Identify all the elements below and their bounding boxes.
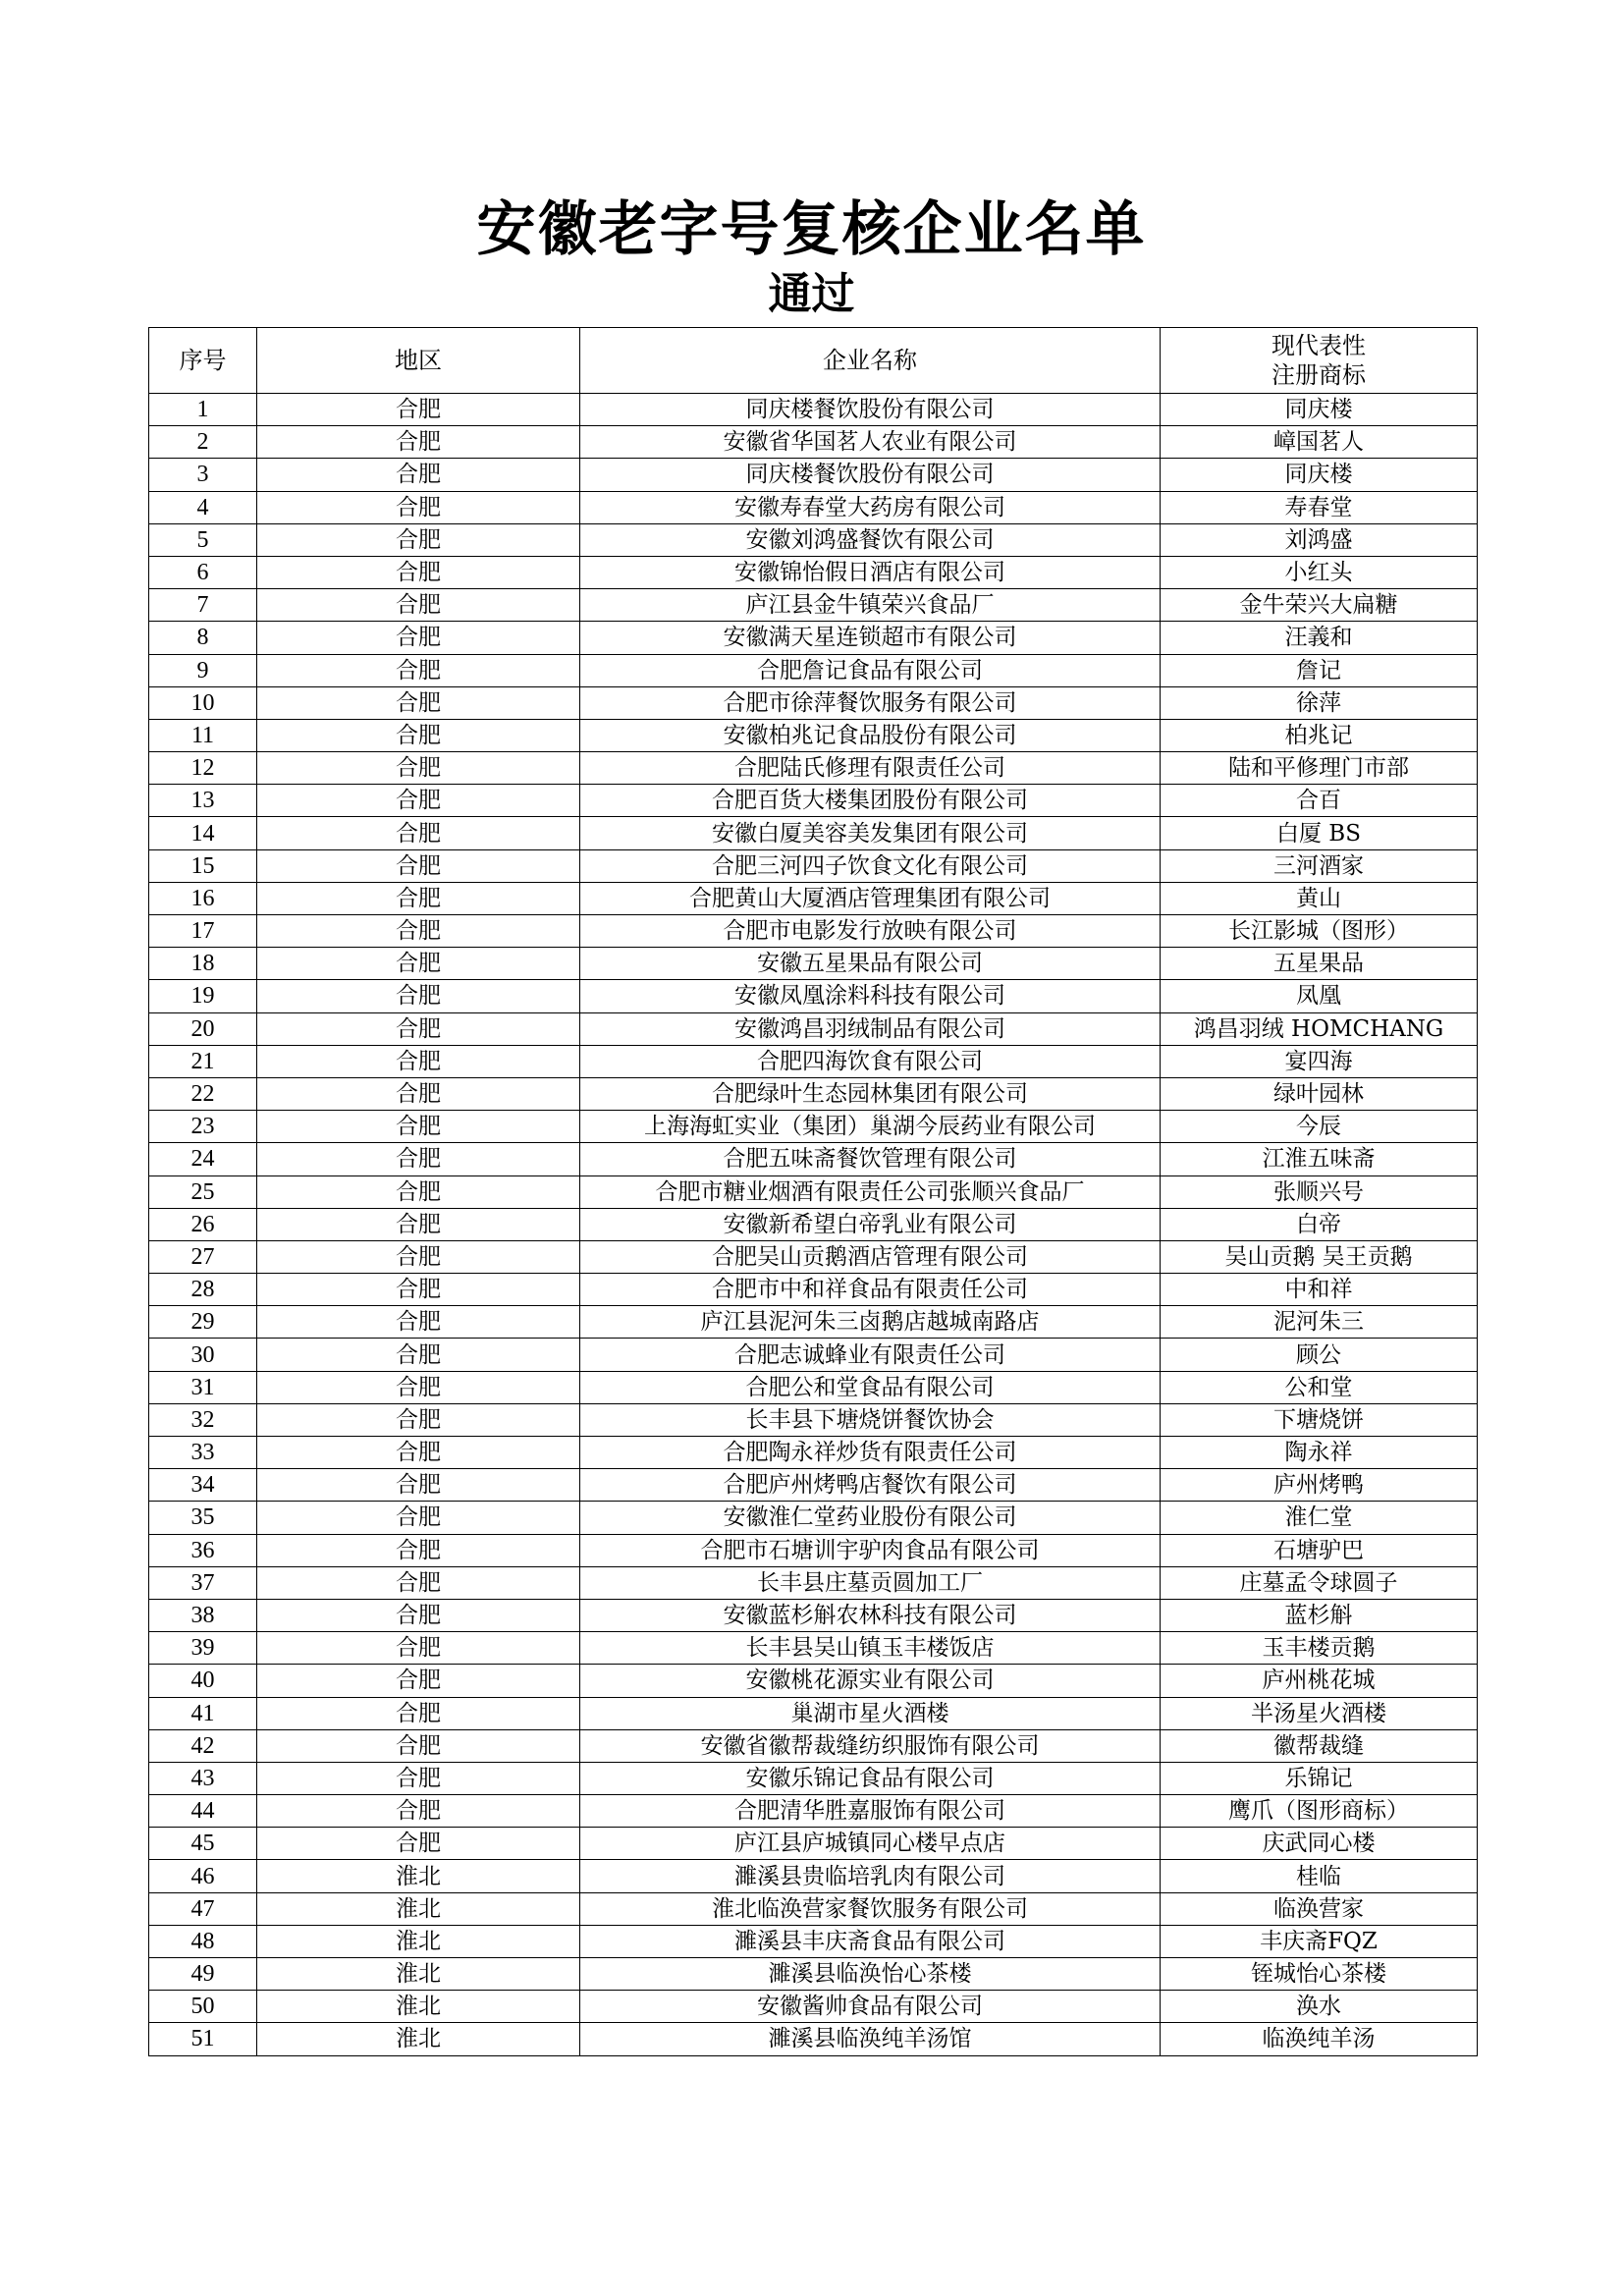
cell-seq: 5 <box>149 523 257 556</box>
cell-company: 合肥市电影发行放映有限公司 <box>580 915 1161 948</box>
cell-trademark: 庆武同心楼 <box>1161 1828 1478 1860</box>
table-row <box>149 1828 1478 1860</box>
cell-seq: 25 <box>149 1175 257 1208</box>
table-row <box>149 1991 1478 2023</box>
cell-region: 合肥 <box>257 394 580 426</box>
table-row <box>149 1795 1478 1828</box>
header-company: 企业名称 <box>580 328 1161 394</box>
cell-trademark: 泥河朱三 <box>1161 1306 1478 1339</box>
table-row <box>149 1143 1478 1175</box>
cell-seq: 3 <box>149 459 257 491</box>
cell-company: 庐江县泥河朱三卤鹅店越城南路店 <box>580 1306 1161 1339</box>
table-row <box>149 1306 1478 1339</box>
table-row <box>149 1437 1478 1469</box>
cell-trademark: 玉丰楼贡鹅 <box>1161 1632 1478 1665</box>
cell-company: 长丰县吴山镇玉丰楼饭店 <box>580 1632 1161 1665</box>
cell-region: 合肥 <box>257 426 580 459</box>
cell-company: 合肥市中和祥食品有限责任公司 <box>580 1274 1161 1306</box>
cell-region: 合肥 <box>257 1045 580 1077</box>
cell-region: 合肥 <box>257 491 580 523</box>
cell-company: 濉溪县丰庆斋食品有限公司 <box>580 1925 1161 1957</box>
cell-trademark: 半汤星火酒楼 <box>1161 1697 1478 1729</box>
table-row <box>149 1729 1478 1762</box>
cell-region: 淮北 <box>257 2023 580 2055</box>
table-row <box>149 686 1478 719</box>
table-row <box>149 1632 1478 1665</box>
company-table <box>148 327 1478 2056</box>
table-row <box>149 915 1478 948</box>
cell-region: 合肥 <box>257 589 580 622</box>
cell-company: 安徽鸿昌羽绒制品有限公司 <box>580 1012 1161 1045</box>
cell-company: 安徽省徽帮裁缝纺织服饰有限公司 <box>580 1729 1161 1762</box>
cell-region: 合肥 <box>257 1469 580 1502</box>
table-row <box>149 491 1478 523</box>
cell-region: 合肥 <box>257 1274 580 1306</box>
header-seq: 序号 <box>149 328 257 394</box>
cell-seq: 27 <box>149 1240 257 1273</box>
cell-region: 合肥 <box>257 1371 580 1403</box>
cell-company: 上海海虹实业（集团）巢湖今辰药业有限公司 <box>580 1111 1161 1143</box>
cell-company: 安徽乐锦记食品有限公司 <box>580 1762 1161 1794</box>
cell-trademark: 庐州桃花城 <box>1161 1665 1478 1697</box>
table-body <box>149 394 1478 2056</box>
cell-trademark: 黄山 <box>1161 882 1478 914</box>
cell-region: 合肥 <box>257 1534 580 1566</box>
table-row <box>149 1892 1478 1925</box>
cell-seq: 28 <box>149 1274 257 1306</box>
table-row <box>149 1762 1478 1794</box>
cell-region: 合肥 <box>257 719 580 751</box>
table-row <box>149 459 1478 491</box>
cell-trademark: 丰庆斋FQZ <box>1161 1925 1478 1957</box>
cell-trademark: 今辰 <box>1161 1111 1478 1143</box>
page-subtitle: 通过 <box>768 269 855 319</box>
cell-company: 合肥百货大楼集团股份有限公司 <box>580 785 1161 817</box>
cell-trademark: 五星果品 <box>1161 948 1478 980</box>
cell-seq: 18 <box>149 948 257 980</box>
table-row <box>149 556 1478 588</box>
cell-region: 合肥 <box>257 1665 580 1697</box>
table-row <box>149 523 1478 556</box>
cell-seq: 14 <box>149 817 257 849</box>
cell-trademark: 白厦 BS <box>1161 817 1478 849</box>
table-row <box>149 1925 1478 1957</box>
table-row <box>149 1077 1478 1110</box>
cell-seq: 22 <box>149 1077 257 1110</box>
cell-region: 合肥 <box>257 556 580 588</box>
cell-seq: 51 <box>149 2023 257 2055</box>
cell-trademark: 白帝 <box>1161 1208 1478 1240</box>
header-region: 地区 <box>257 328 580 394</box>
cell-trademark: 宴四海 <box>1161 1045 1478 1077</box>
cell-region: 合肥 <box>257 1208 580 1240</box>
cell-trademark: 合百 <box>1161 785 1478 817</box>
cell-seq: 35 <box>149 1502 257 1534</box>
cell-seq: 39 <box>149 1632 257 1665</box>
table-row <box>149 980 1478 1012</box>
table-row <box>149 1534 1478 1566</box>
cell-trademark: 涣水 <box>1161 1991 1478 2023</box>
cell-company: 合肥三河四子饮食文化有限公司 <box>580 849 1161 882</box>
table-row <box>149 1045 1478 1077</box>
table-row <box>149 589 1478 622</box>
cell-trademark: 绿叶园林 <box>1161 1077 1478 1110</box>
table-row <box>149 622 1478 654</box>
cell-trademark: 汪義和 <box>1161 622 1478 654</box>
cell-company: 安徽凤凰涂料科技有限公司 <box>580 980 1161 1012</box>
cell-seq: 17 <box>149 915 257 948</box>
table-row <box>149 948 1478 980</box>
cell-company: 淮北临涣营家餐饮服务有限公司 <box>580 1892 1161 1925</box>
cell-seq: 31 <box>149 1371 257 1403</box>
cell-region: 合肥 <box>257 1632 580 1665</box>
cell-seq: 10 <box>149 686 257 719</box>
cell-region: 合肥 <box>257 686 580 719</box>
cell-region: 合肥 <box>257 622 580 654</box>
cell-trademark: 陶永祥 <box>1161 1437 1478 1469</box>
cell-company: 安徽五星果品有限公司 <box>580 948 1161 980</box>
table-row <box>149 817 1478 849</box>
cell-trademark: 张顺兴号 <box>1161 1175 1478 1208</box>
cell-company: 合肥志诚蜂业有限责任公司 <box>580 1339 1161 1371</box>
cell-company: 安徽蓝杉斛农林科技有限公司 <box>580 1599 1161 1631</box>
cell-trademark: 鹰爪（图形商标） <box>1161 1795 1478 1828</box>
table-row <box>149 1111 1478 1143</box>
table-row <box>149 882 1478 914</box>
cell-seq: 29 <box>149 1306 257 1339</box>
cell-seq: 26 <box>149 1208 257 1240</box>
cell-region: 合肥 <box>257 459 580 491</box>
cell-trademark: 下塘烧饼 <box>1161 1403 1478 1436</box>
cell-region: 合肥 <box>257 1175 580 1208</box>
cell-company: 庐江县庐城镇同心楼早点店 <box>580 1828 1161 1860</box>
cell-company: 长丰县下塘烧饼餐饮协会 <box>580 1403 1161 1436</box>
cell-seq: 43 <box>149 1762 257 1794</box>
table-row <box>149 1339 1478 1371</box>
cell-trademark: 中和祥 <box>1161 1274 1478 1306</box>
cell-trademark: 临涣纯羊汤 <box>1161 2023 1478 2055</box>
cell-seq: 36 <box>149 1534 257 1566</box>
cell-trademark: 庄墓孟令球圆子 <box>1161 1566 1478 1599</box>
cell-region: 合肥 <box>257 1403 580 1436</box>
table-row <box>149 654 1478 686</box>
cell-trademark: 庐州烤鸭 <box>1161 1469 1478 1502</box>
cell-company: 同庆楼餐饮股份有限公司 <box>580 394 1161 426</box>
table-row <box>149 1175 1478 1208</box>
cell-trademark: 淮仁堂 <box>1161 1502 1478 1534</box>
header-trademark-line1: 现代表性 <box>1271 332 1366 359</box>
cell-region: 合肥 <box>257 849 580 882</box>
cell-seq: 42 <box>149 1729 257 1762</box>
cell-seq: 15 <box>149 849 257 882</box>
cell-seq: 33 <box>149 1437 257 1469</box>
cell-company: 安徽柏兆记食品股份有限公司 <box>580 719 1161 751</box>
table-row <box>149 1860 1478 1892</box>
cell-seq: 1 <box>149 394 257 426</box>
cell-seq: 19 <box>149 980 257 1012</box>
cell-trademark: 陆和平修理门市部 <box>1161 752 1478 785</box>
cell-company: 合肥绿叶生态园林集团有限公司 <box>580 1077 1161 1110</box>
cell-company: 安徽省华国茗人农业有限公司 <box>580 426 1161 459</box>
cell-company: 濉溪县临涣怡心茶楼 <box>580 1958 1161 1991</box>
cell-company: 合肥陶永祥炒货有限责任公司 <box>580 1437 1161 1469</box>
cell-seq: 38 <box>149 1599 257 1631</box>
cell-seq: 6 <box>149 556 257 588</box>
table-row <box>149 1502 1478 1534</box>
cell-region: 合肥 <box>257 1339 580 1371</box>
cell-region: 合肥 <box>257 1502 580 1534</box>
cell-company: 濉溪县贵临培乳肉有限公司 <box>580 1860 1161 1892</box>
cell-region: 合肥 <box>257 882 580 914</box>
cell-region: 淮北 <box>257 1892 580 1925</box>
cell-seq: 24 <box>149 1143 257 1175</box>
cell-seq: 20 <box>149 1012 257 1045</box>
cell-region: 淮北 <box>257 1991 580 2023</box>
cell-seq: 48 <box>149 1925 257 1957</box>
cell-seq: 34 <box>149 1469 257 1502</box>
table-row <box>149 1403 1478 1436</box>
cell-company: 合肥庐州烤鸭店餐饮有限公司 <box>580 1469 1161 1502</box>
cell-seq: 44 <box>149 1795 257 1828</box>
cell-trademark: 桂临 <box>1161 1860 1478 1892</box>
cell-company: 同庆楼餐饮股份有限公司 <box>580 459 1161 491</box>
cell-region: 合肥 <box>257 1111 580 1143</box>
cell-seq: 11 <box>149 719 257 751</box>
cell-region: 合肥 <box>257 654 580 686</box>
cell-seq: 49 <box>149 1958 257 1991</box>
cell-company: 安徽新希望白帝乳业有限公司 <box>580 1208 1161 1240</box>
cell-company: 安徽刘鸿盛餐饮有限公司 <box>580 523 1161 556</box>
cell-region: 淮北 <box>257 1925 580 1957</box>
cell-trademark: 同庆楼 <box>1161 394 1478 426</box>
cell-region: 合肥 <box>257 817 580 849</box>
cell-region: 合肥 <box>257 1240 580 1273</box>
cell-seq: 41 <box>149 1697 257 1729</box>
cell-seq: 21 <box>149 1045 257 1077</box>
cell-trademark: 刘鸿盛 <box>1161 523 1478 556</box>
cell-seq: 32 <box>149 1403 257 1436</box>
cell-region: 合肥 <box>257 1729 580 1762</box>
cell-company: 安徽白厦美容美发集团有限公司 <box>580 817 1161 849</box>
cell-seq: 13 <box>149 785 257 817</box>
cell-company: 安徽寿春堂大药房有限公司 <box>580 491 1161 523</box>
cell-company: 合肥吴山贡鹅酒店管理有限公司 <box>580 1240 1161 1273</box>
table-row <box>149 849 1478 882</box>
cell-seq: 8 <box>149 622 257 654</box>
cell-company: 合肥四海饮食有限公司 <box>580 1045 1161 1077</box>
cell-company: 合肥詹记食品有限公司 <box>580 654 1161 686</box>
cell-company: 安徽桃花源实业有限公司 <box>580 1665 1161 1697</box>
cell-company: 合肥市徐萍餐饮服务有限公司 <box>580 686 1161 719</box>
cell-seq: 45 <box>149 1828 257 1860</box>
page-title: 安徽老字号复核企业名单 <box>476 195 1147 264</box>
table-header-row <box>149 328 1478 394</box>
table-row <box>149 1469 1478 1502</box>
cell-region: 合肥 <box>257 752 580 785</box>
table-row <box>149 1274 1478 1306</box>
cell-company: 庐江县金牛镇荣兴食品厂 <box>580 589 1161 622</box>
cell-trademark: 柏兆记 <box>1161 719 1478 751</box>
cell-region: 合肥 <box>257 1306 580 1339</box>
table-row <box>149 1208 1478 1240</box>
cell-seq: 12 <box>149 752 257 785</box>
header-trademark-line2: 注册商标 <box>1271 361 1366 389</box>
cell-seq: 7 <box>149 589 257 622</box>
cell-company: 巢湖市星火酒楼 <box>580 1697 1161 1729</box>
table-row <box>149 394 1478 426</box>
table-row <box>149 1697 1478 1729</box>
table-row <box>149 1371 1478 1403</box>
table-row <box>149 1240 1478 1273</box>
cell-region: 合肥 <box>257 1762 580 1794</box>
cell-seq: 2 <box>149 426 257 459</box>
cell-trademark: 吴山贡鹅 吴王贡鹅 <box>1161 1240 1478 1273</box>
cell-company: 安徽满天星连锁超市有限公司 <box>580 622 1161 654</box>
cell-region: 合肥 <box>257 1566 580 1599</box>
table-row <box>149 785 1478 817</box>
cell-seq: 16 <box>149 882 257 914</box>
cell-trademark: 乐锦记 <box>1161 1762 1478 1794</box>
cell-region: 合肥 <box>257 785 580 817</box>
cell-region: 合肥 <box>257 1012 580 1045</box>
cell-trademark: 徽帮裁缝 <box>1161 1729 1478 1762</box>
table-row <box>149 1012 1478 1045</box>
cell-trademark: 顾公 <box>1161 1339 1478 1371</box>
cell-company: 合肥市石塘训宇驴肉食品有限公司 <box>580 1534 1161 1566</box>
cell-seq: 9 <box>149 654 257 686</box>
table-row <box>149 1958 1478 1991</box>
cell-seq: 30 <box>149 1339 257 1371</box>
cell-region: 合肥 <box>257 980 580 1012</box>
cell-company: 合肥黄山大厦酒店管理集团有限公司 <box>580 882 1161 914</box>
cell-trademark: 江淮五味斋 <box>1161 1143 1478 1175</box>
cell-region: 淮北 <box>257 1958 580 1991</box>
cell-company: 安徽酱帅食品有限公司 <box>580 1991 1161 2023</box>
cell-region: 合肥 <box>257 523 580 556</box>
cell-company: 安徽淮仁堂药业股份有限公司 <box>580 1502 1161 1534</box>
cell-trademark: 鸿昌羽绒 HOMCHANG <box>1161 1012 1478 1045</box>
cell-company: 合肥五味斋餐饮管理有限公司 <box>580 1143 1161 1175</box>
cell-region: 淮北 <box>257 1860 580 1892</box>
cell-region: 合肥 <box>257 1077 580 1110</box>
cell-region: 合肥 <box>257 948 580 980</box>
cell-seq: 47 <box>149 1892 257 1925</box>
cell-company: 合肥陆氏修理有限责任公司 <box>580 752 1161 785</box>
table-row <box>149 2023 1478 2055</box>
cell-company: 合肥清华胜嘉服饰有限公司 <box>580 1795 1161 1828</box>
cell-seq: 23 <box>149 1111 257 1143</box>
cell-company: 长丰县庄墓贡圆加工厂 <box>580 1566 1161 1599</box>
cell-trademark: 同庆楼 <box>1161 459 1478 491</box>
header-trademark <box>1161 328 1478 394</box>
cell-company: 安徽锦怡假日酒店有限公司 <box>580 556 1161 588</box>
cell-trademark: 蓝杉斛 <box>1161 1599 1478 1631</box>
cell-trademark: 铚城怡心茶楼 <box>1161 1958 1478 1991</box>
cell-trademark: 凤凰 <box>1161 980 1478 1012</box>
cell-trademark: 公和堂 <box>1161 1371 1478 1403</box>
cell-region: 合肥 <box>257 1599 580 1631</box>
cell-seq: 4 <box>149 491 257 523</box>
cell-region: 合肥 <box>257 1143 580 1175</box>
cell-seq: 40 <box>149 1665 257 1697</box>
table-row <box>149 752 1478 785</box>
cell-region: 合肥 <box>257 1697 580 1729</box>
cell-trademark: 寿春堂 <box>1161 491 1478 523</box>
cell-seq: 37 <box>149 1566 257 1599</box>
table-row <box>149 426 1478 459</box>
cell-region: 合肥 <box>257 1437 580 1469</box>
cell-region: 合肥 <box>257 1828 580 1860</box>
cell-company: 合肥公和堂食品有限公司 <box>580 1371 1161 1403</box>
cell-trademark: 金牛荣兴大扁糖 <box>1161 589 1478 622</box>
cell-trademark: 徐萍 <box>1161 686 1478 719</box>
table-row <box>149 1665 1478 1697</box>
cell-trademark: 嶂国茗人 <box>1161 426 1478 459</box>
table-row <box>149 719 1478 751</box>
cell-trademark: 詹记 <box>1161 654 1478 686</box>
cell-company: 濉溪县临涣纯羊汤馆 <box>580 2023 1161 2055</box>
cell-seq: 50 <box>149 1991 257 2023</box>
cell-trademark: 三河酒家 <box>1161 849 1478 882</box>
table-row <box>149 1566 1478 1599</box>
cell-company: 合肥市糖业烟酒有限责任公司张顺兴食品厂 <box>580 1175 1161 1208</box>
cell-trademark: 长江影城（图形） <box>1161 915 1478 948</box>
table-row <box>149 1599 1478 1631</box>
cell-trademark: 石塘驴巴 <box>1161 1534 1478 1566</box>
cell-trademark: 临涣营家 <box>1161 1892 1478 1925</box>
cell-region: 合肥 <box>257 915 580 948</box>
cell-region: 合肥 <box>257 1795 580 1828</box>
cell-seq: 46 <box>149 1860 257 1892</box>
cell-trademark: 小红头 <box>1161 556 1478 588</box>
